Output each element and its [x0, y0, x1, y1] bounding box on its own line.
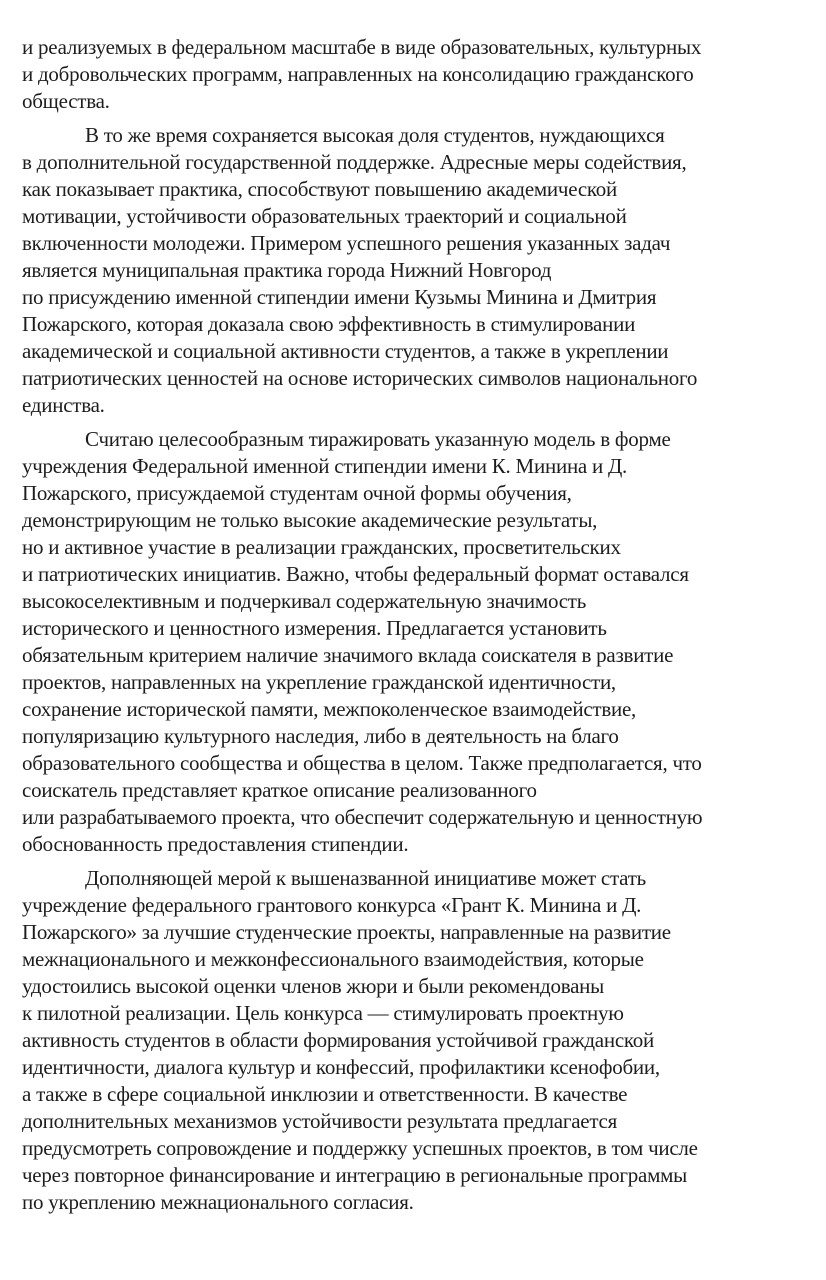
paragraph — [22, 34, 808, 115]
text-line: Считаю целесообразным тиражировать указанную модель в форме — [85, 427, 671, 451]
text-line: учреждения Федеральной именной стипендии имени К. Минина и Д. — [22, 454, 628, 478]
text-line: исторического и ценностного измерения. Предлагается установить — [22, 616, 607, 640]
text-line: сохранение исторической памяти, межпоколенческое взаимодействие, — [22, 697, 637, 721]
text-line: обоснованность предоставления стипендии. — [22, 832, 409, 856]
text-line: общества. — [22, 89, 110, 113]
text-line: Пожарского, которая доказала свою эффективность в стимулировании — [22, 312, 636, 336]
text-line: по укреплению межнационального согласия. — [22, 1190, 414, 1214]
text-line: обязательным критерием наличие значимого вклада соискателя в развитие — [22, 643, 674, 667]
text-line: академической и социальной активности студентов, а также в укреплении — [22, 339, 669, 363]
text-line: активность студентов в области формирования устойчивой гражданской — [22, 1028, 655, 1052]
paragraph — [22, 865, 808, 1216]
text-line: идентичности, диалога культур и конфессий, профилактики ксенофобии, — [22, 1055, 660, 1079]
text-line: патриотических ценностей на основе исторических символов национального — [22, 366, 698, 390]
text-line: в дополнительной государственной поддержке. Адресные меры содействия, — [22, 150, 687, 174]
document-page — [22, 34, 808, 1223]
text-line: популяризацию культурного наследия, либо в деятельность на благо — [22, 724, 619, 748]
text-line: по присуждению именной стипендии имени Кузьмы Минина и Дмитрия — [22, 285, 657, 309]
text-line: и добровольческих программ, направленных на консолидацию гражданского — [22, 62, 694, 86]
paragraph — [22, 122, 808, 419]
text-line: проектов, направленных на укрепление гражданской идентичности, — [22, 670, 616, 694]
text-line: образовательного сообщества и общества в целом. Также предполагается, что — [22, 751, 702, 775]
text-line: а также в сфере социальной инклюзии и ответственности. В качестве — [22, 1082, 628, 1106]
text-line: демонстрирующим не только высокие академические результаты, — [22, 508, 598, 532]
text-line: В то же время сохраняется высокая доля студентов, нуждающихся — [85, 123, 665, 147]
text-line: или разрабатываемого проекта, что обеспечит содержательную и ценностную — [22, 805, 703, 829]
text-line: Пожарского, присуждаемой студентам очной формы обучения, — [22, 481, 572, 505]
text-line: Дополняющей мерой к вышеназванной инициативе может стать — [85, 866, 646, 890]
text-line: дополнительных механизмов устойчивости результата предлагается — [22, 1109, 618, 1133]
text-line: как показывает практика, способствуют повышению академической — [22, 177, 618, 201]
text-line: удостоились высокой оценки членов жюри и были рекомендованы — [22, 974, 605, 998]
text-line: межнационального и межконфессионального взаимодействия, которые — [22, 947, 644, 971]
text-line: Пожарского» за лучшие студенческие проекты, направленные на развитие — [22, 920, 671, 944]
text-line: является муниципальная практика города Нижний Новгород — [22, 258, 552, 282]
text-line: предусмотреть сопровождение и поддержку успешных проектов, в том числе — [22, 1136, 698, 1160]
text-line: учреждение федерального грантового конкурса «Грант К. Минина и Д. — [22, 893, 642, 917]
text-line: мотивации, устойчивости образовательных траекторий и социальной — [22, 204, 627, 228]
text-line: и реализуемых в федеральном масштабе в виде образовательных, культурных — [22, 35, 702, 59]
text-line: и патриотических инициатив. Важно, чтобы федеральный формат оставался — [22, 562, 689, 586]
text-line: соискатель представляет краткое описание реализованного — [22, 778, 537, 802]
paragraph — [22, 426, 808, 858]
text-line: высокоселективным и подчеркивал содержательную значимость — [22, 589, 587, 613]
text-line: но и активное участие в реализации гражданских, просветительских — [22, 535, 621, 559]
text-line: включенности молодежи. Примером успешного решения указанных задач — [22, 231, 671, 255]
text-line: через повторное финансирование и интеграцию в региональные программы — [22, 1163, 688, 1187]
text-line: единства. — [22, 393, 105, 417]
text-line: к пилотной реализации. Цель конкурса — стимулировать проектную — [22, 1001, 624, 1025]
